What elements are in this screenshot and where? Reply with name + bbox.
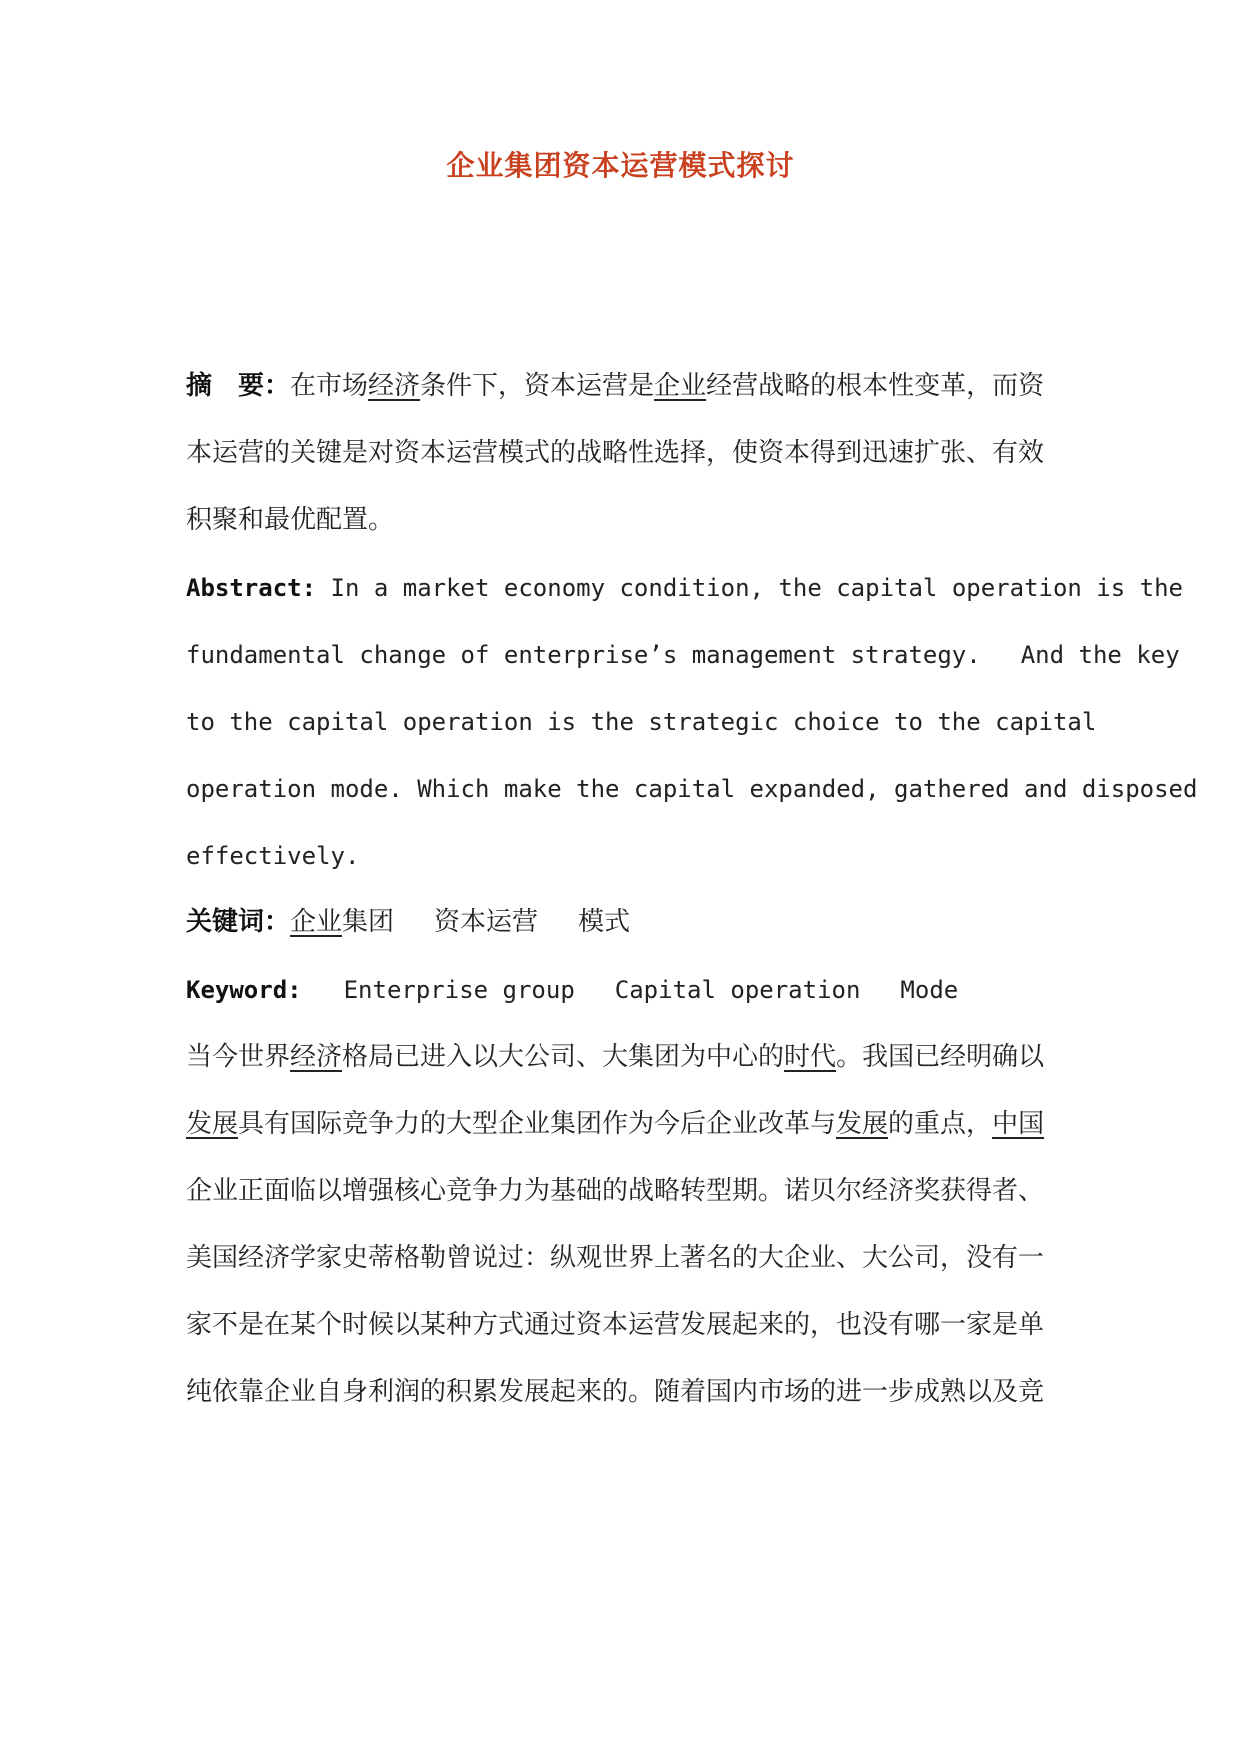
body-line-3: 企业正面临以增强核心竞争力为基础的战略转型期。诺贝尔经济奖获得者、 [186, 1176, 1045, 1206]
abstract-en-text: fundamental change of enterprise’s management strategy. [186, 641, 981, 669]
keywords-cn-label: 关键词： [186, 907, 291, 937]
abstract-cn-line-2: 本运营的关键是对资本运营模式的战略性选择，使资本得到迅速扩张、有效 [186, 438, 1045, 468]
link-jingji[interactable]: 经济 [368, 371, 421, 401]
abstract-en-line-2 [186, 635, 1180, 675]
keyword-cn-3: 模式 [578, 907, 631, 937]
abstract-cn-line-1 [186, 366, 1146, 406]
link-fazhan[interactable]: 发展 [186, 1109, 239, 1139]
keywords-en-label: Keyword: [186, 976, 302, 1004]
body-text: 格局已进入以大公司、大集团为中心的 [342, 1042, 785, 1072]
body-text: 。我国已经明确以 [836, 1042, 1045, 1072]
link-zhongguo[interactable]: 中国 [992, 1109, 1045, 1139]
keyword-cn-2: 资本运营 [434, 907, 539, 937]
abstract-en-text: In a market economy condition, the capital operation is the [330, 574, 1184, 602]
keyword-cn-1: 集团 [342, 907, 395, 937]
link-qiye[interactable]: 企业 [654, 371, 707, 401]
keyword-en-1: Enterprise group [343, 976, 575, 1004]
link-fazhan-2[interactable]: 发展 [836, 1109, 889, 1139]
abstract-cn-text: 条件下，资本运营是 [420, 371, 655, 401]
body-line-1 [186, 1037, 1146, 1077]
document-title: 企业集团资本运营模式探讨 [446, 149, 795, 182]
abstract-en-text: And the key [1020, 641, 1180, 669]
abstract-en-line-4: operation mode. Which make the capital expanded, gathered and disposed [186, 775, 1198, 803]
link-shidai[interactable]: 时代 [784, 1042, 837, 1072]
link-jingji-body[interactable]: 经济 [290, 1042, 343, 1072]
keyword-en-2: Capital operation [614, 976, 861, 1004]
keywords-cn [186, 902, 1146, 942]
abstract-cn-label: 摘 要： [186, 371, 291, 401]
body-text: 具有国际竞争力的大型企业集团作为今后企业改革与 [238, 1109, 837, 1139]
abstract-en-line-1 [186, 568, 1184, 608]
link-qiye-keyword[interactable]: 企业 [290, 907, 343, 937]
abstract-en-label: Abstract: [186, 574, 317, 602]
abstract-en-line-3: to the capital operation is the strategic choice to the capital [186, 708, 1097, 736]
body-line-5: 家不是在某个时候以某种方式通过资本运营发展起来的，也没有哪一家是单 [186, 1310, 1045, 1340]
abstract-cn-text: 经营战略的根本性变革，而资 [706, 371, 1045, 401]
abstract-cn-line-3: 积聚和最优配置。 [186, 505, 395, 535]
body-line-2 [186, 1104, 1146, 1144]
body-line-4: 美国经济学家史蒂格勒曾说过：纵观世界上著名的大企业、大公司，没有一 [186, 1243, 1045, 1273]
keyword-en-3: Mode [900, 976, 959, 1004]
body-line-6: 纯依靠企业自身利润的积累发展起来的。随着国内市场的进一步成熟以及竞 [186, 1377, 1045, 1407]
abstract-cn-text: 在市场 [290, 371, 369, 401]
abstract-en-line-5: effectively. [186, 842, 360, 870]
body-text: 的重点， [888, 1109, 993, 1139]
body-text: 当今世界 [186, 1042, 291, 1072]
keywords-en [186, 970, 1146, 1010]
